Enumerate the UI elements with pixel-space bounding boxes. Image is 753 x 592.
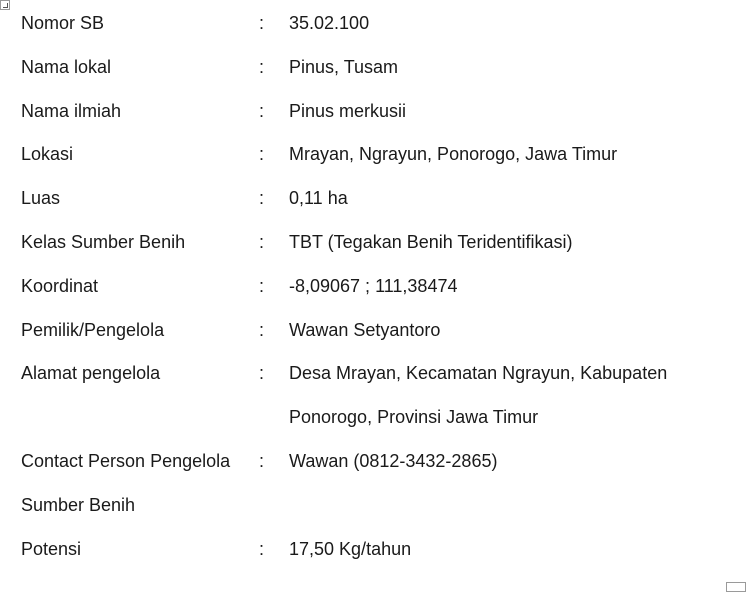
row-colon: :: [259, 275, 265, 296]
table-row-kelas-sumber-benih: [21, 221, 741, 265]
row-label: Nama ilmiah: [21, 100, 122, 121]
row-value: Pinus merkusii: [289, 100, 407, 121]
row-label: Koordinat: [21, 275, 99, 296]
table-row-sumber-benih: [21, 484, 741, 528]
table-move-handle-icon[interactable]: [0, 0, 10, 10]
row-label: Potensi: [21, 538, 82, 559]
row-label: Luas: [21, 188, 61, 209]
table-row-lokasi: [21, 133, 741, 177]
row-colon: :: [259, 13, 265, 33]
table-resize-handle-icon[interactable]: [726, 582, 746, 592]
table-row-contact-person: [21, 440, 741, 484]
row-colon: :: [259, 144, 265, 165]
row-colon: :: [259, 319, 265, 340]
row-value: Pinus, Tusam: [289, 56, 399, 77]
row-value: Wawan (0812-3432-2865): [289, 450, 498, 471]
row-colon: :: [259, 363, 265, 384]
row-value: 17,50 Kg/tahun: [289, 538, 412, 559]
row-colon: :: [259, 231, 265, 252]
row-label: Kelas Sumber Benih: [21, 231, 186, 252]
row-value: 35.02.100: [289, 13, 370, 33]
row-label: Lokasi: [21, 144, 74, 165]
table-row-alamat-pengelola: [21, 352, 741, 440]
row-colon: :: [259, 188, 265, 209]
row-colon: :: [259, 538, 265, 559]
row-label: Alamat pengelola: [21, 363, 161, 384]
row-value: Wawan Setyantoro: [289, 319, 441, 340]
seed-source-info-table: [21, 2, 741, 571]
row-value: TBT (Tegakan Benih Teridentifikasi): [289, 231, 573, 252]
row-colon: :: [259, 100, 265, 121]
table-row-potensi: [21, 528, 741, 572]
row-value: -8,09067 ; 111,38474: [289, 275, 458, 296]
row-label: Contact Person Pengelola: [21, 450, 231, 471]
row-label: Sumber Benih: [21, 494, 136, 515]
row-label: Nomor SB: [21, 13, 105, 33]
table-row-nomor-sb: [21, 2, 741, 46]
table-row-koordinat: [21, 265, 741, 309]
table-row-pemilik-pengelola: [21, 309, 741, 353]
row-value: Desa Mrayan, Kecamatan Ngrayun, Kabupaten Ponorogo, Provinsi Jawa Timur: [289, 363, 668, 428]
row-value: Mrayan, Ngrayun, Ponorogo, Jawa Timur: [289, 144, 618, 165]
table-row-nama-lokal: [21, 46, 741, 90]
table-row-luas: [21, 177, 741, 221]
row-label: Pemilik/Pengelola: [21, 319, 165, 340]
row-label: Nama lokal: [21, 56, 112, 77]
row-colon: :: [259, 56, 265, 77]
row-value: 0,11 ha: [289, 188, 348, 209]
row-colon: :: [259, 450, 265, 471]
table-row-nama-ilmiah: [21, 90, 741, 134]
